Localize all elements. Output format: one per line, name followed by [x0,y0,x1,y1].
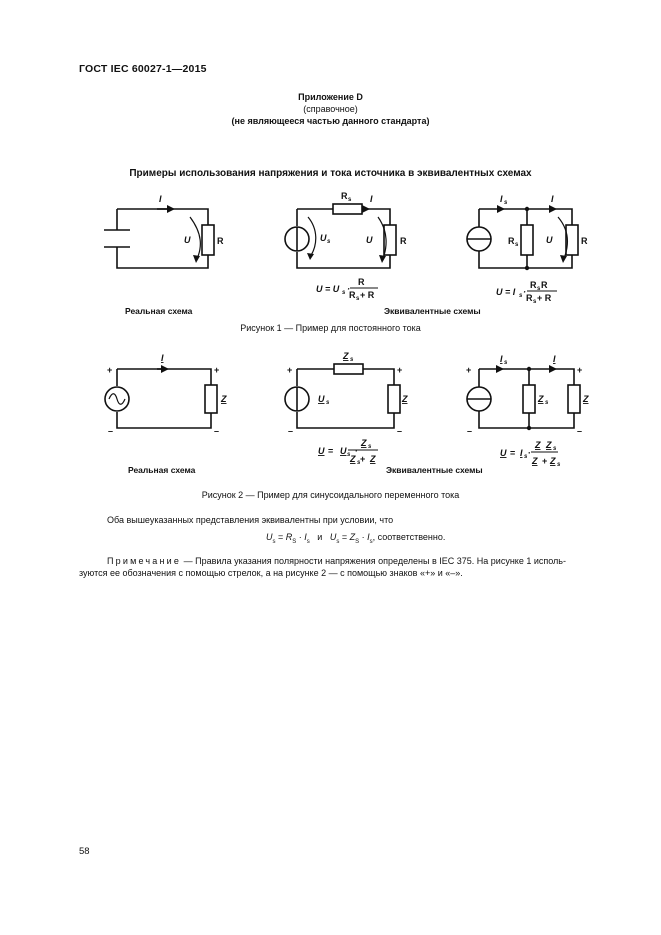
svg-text:R: R [400,236,407,246]
impedance-z [388,385,400,413]
svg-text:Z: Z [221,394,227,404]
svg-text:+: + [287,365,293,375]
svg-text:U: U [184,235,191,245]
svg-text:R: R [541,280,548,290]
svg-text:s: s [356,296,360,302]
svg-text:I: I [500,194,503,204]
fig1-current-source-circuit [467,209,578,268]
body-paragraph: Оба вышеуказанных представления эквивалентны при условии, что [107,515,394,525]
svg-text:R: R [526,293,533,303]
svg-text:Z: Z [343,351,349,361]
svg-text:R: R [349,290,356,300]
svg-text:s: s [348,197,352,203]
svg-text:s: s [533,299,537,305]
svg-text:s: s [350,357,354,363]
figure2-diagrams [0,345,661,470]
impedance-z [205,385,217,413]
svg-text:R: R [530,280,537,290]
svg-text:R: R [508,236,515,246]
svg-text:s: s [545,400,549,406]
impedance-z [568,385,580,413]
svg-text:U: U [340,446,347,456]
svg-text:I: I [520,448,523,458]
svg-text:R: R [341,191,348,201]
svg-text:U: U [500,448,507,458]
resistor-rs [521,225,533,255]
svg-text:Z: Z [550,456,556,466]
svg-text:Z: Z [583,394,589,404]
figure2-caption: Рисунок 2 — Пример для синусоидального переменного тока [201,490,460,500]
svg-text:+: + [107,365,113,375]
note-text: — Правила указания полярности напряжения определены в IEC 375. На рисунке 1 исполь- [181,556,566,566]
svg-text:U: U [546,235,553,245]
svg-text:–: – [288,426,294,436]
svg-text:–: – [397,426,403,436]
svg-text:I: I [370,194,373,204]
svg-text:·: · [528,448,531,458]
svg-text:s: s [368,444,372,450]
svg-text:I: I [159,194,162,204]
svg-text:=: = [510,448,516,458]
impedance-zs [334,364,363,374]
fig1-label-equivalent: Эквивалентные схемы [384,306,481,316]
note-line1 [107,556,627,566]
svg-text:s: s [553,446,557,452]
svg-text:U: U [318,446,325,456]
svg-text:s: s [342,290,346,296]
svg-text:·: · [523,287,526,297]
svg-text:s: s [524,454,528,460]
svg-text:Z: Z [361,438,367,448]
svg-text:–: – [577,426,583,436]
svg-text:+: + [577,365,583,375]
svg-text:R: R [217,236,224,246]
impedance-zs [523,385,535,413]
svg-text:s: s [557,462,561,468]
svg-text:R: R [358,277,365,287]
svg-text:Z: Z [532,456,538,466]
fig1-voltage-source-circuit [285,204,396,268]
annex-note: (не являющееся частью данного стандарта) [231,116,430,126]
svg-text:+: + [542,456,548,466]
svg-text:·: · [347,284,350,294]
svg-text:s: s [326,400,330,406]
svg-text:+: + [466,365,472,375]
figure1-caption: Рисунок 1 — Пример для постоянного тока [240,323,421,333]
svg-text:s: s [515,242,519,248]
svg-text:·: · [355,446,358,456]
svg-text:+: + [360,454,366,464]
svg-text:Z: Z [402,394,408,404]
svg-text:I: I [500,354,503,364]
svg-text:+ R: + R [360,290,375,300]
svg-text:–: – [108,426,114,436]
figure1-diagrams [0,185,661,320]
svg-text:Z: Z [350,454,356,464]
condition-tail: соответственно. [377,532,446,542]
svg-text:–: – [467,426,473,436]
section-title: Примеры использования напряжения и тока источника в эквивалентных схемах [129,168,532,179]
svg-text:I: I [553,354,556,364]
equivalence-condition: $U_s = R_S \cdot I_s$ и $U_s = Z_S \cdot I_s$, соответственно. [266,532,446,545]
resistor-r [202,225,214,255]
fig1-label-real: Реальная схема [125,306,193,316]
svg-text:R: R [581,236,588,246]
svg-text:s: s [347,452,351,458]
svg-text:s: s [357,460,361,466]
page-number: 58 [79,846,90,857]
svg-text:+: + [214,365,220,375]
svg-text:Z: Z [546,440,552,450]
svg-text:U = I: U = I [496,287,516,297]
svg-text:+: + [397,365,403,375]
fig2-voltage-source-circuit [285,364,403,428]
fig2-real-circuit [105,369,217,428]
svg-text:s: s [504,200,508,206]
fig2-label-real: Реальная схема [128,465,196,475]
svg-text:=: = [328,446,334,456]
svg-text:Z: Z [535,440,541,450]
svg-text:Z: Z [538,394,544,404]
voltage-arrow [190,217,200,261]
note-label: Примечание [107,556,182,566]
fig2-current-source-circuit [467,369,580,428]
svg-text:I: I [551,194,554,204]
svg-text:I: I [161,353,164,363]
svg-text:U = U: U = U [316,284,340,294]
fig2-label-equivalent: Эквивалентные схемы [386,465,483,475]
svg-text:U: U [318,394,325,404]
svg-text:Z: Z [370,454,376,464]
annex-type: (справочное) [303,104,358,114]
svg-text:s: s [537,286,541,292]
svg-text:s: s [519,293,523,299]
note-line2: зуются ее обозначения с помощью стрелок, а на рисунке 2 — с помощью знаков «+» и «–». [79,568,463,578]
svg-text:s: s [327,239,331,245]
svg-text:U: U [366,235,373,245]
svg-text:s: s [504,360,508,366]
svg-text:U: U [320,233,327,243]
annex-title: Приложение D [298,92,363,102]
document-header: ГОСТ IEC 60027-1—2015 [79,63,207,75]
svg-text:+ R: + R [537,293,552,303]
resistor-rs [333,204,362,214]
svg-text:–: – [214,426,220,436]
